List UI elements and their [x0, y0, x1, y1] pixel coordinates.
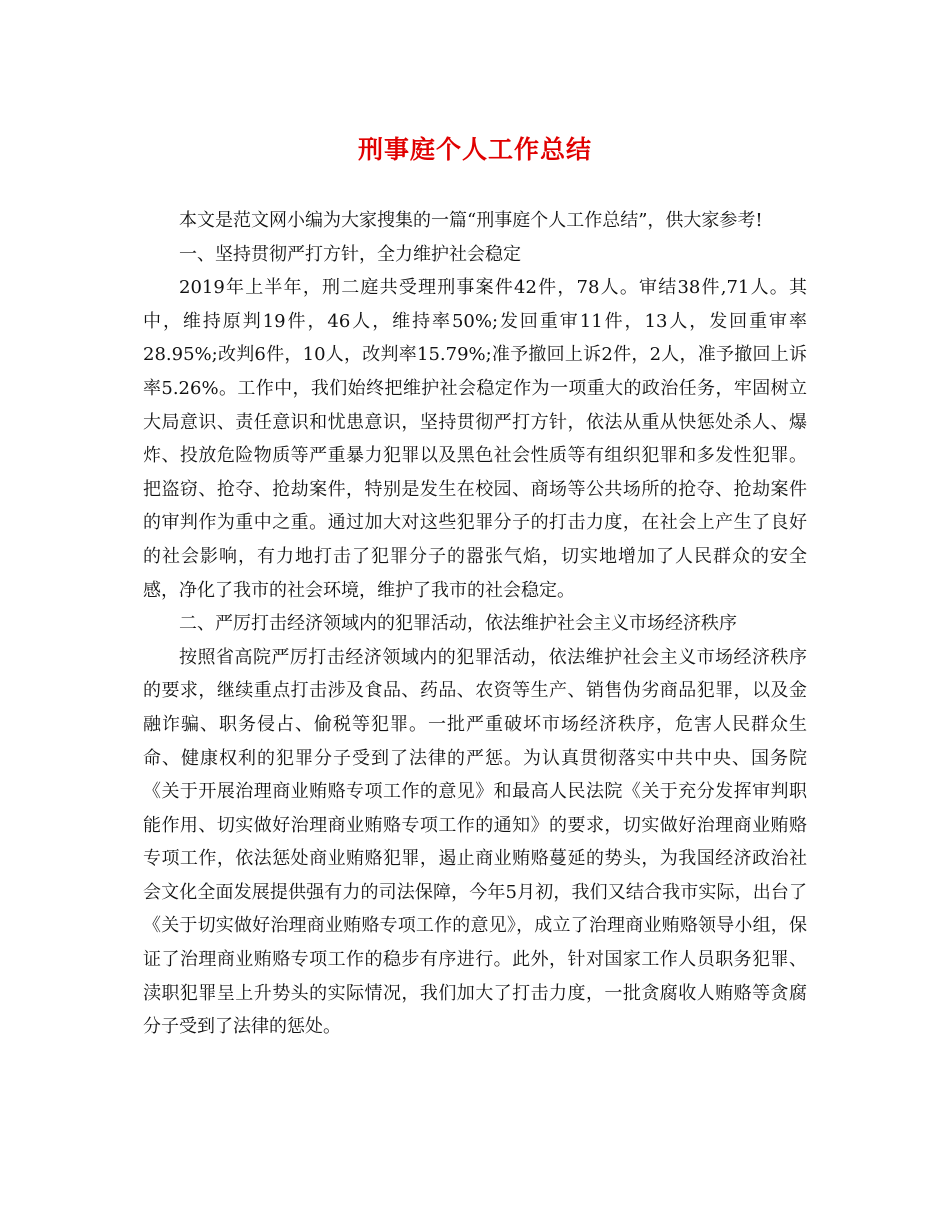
paragraph-intro: 本文是范文网小编为大家搜集的一篇“刑事庭个人工作总结”，供大家参考!: [179, 210, 763, 231]
section-heading-2: 二、严厉打击经济领域内的犯罪活动，依法维护社会主义市场经济秩序: [179, 613, 737, 635]
document-body: [143, 204, 807, 1044]
document-title: 刑事庭个人工作总结: [357, 135, 592, 164]
paragraph-section-2: 按照省高院严厉打击经济领域内的犯罪活动，依法维护社会主义市场经济秩序的要求，继续重点打击涉及食品、药品、农资等生产、销售伪劣商品犯罪，以及金融诈骗、职务侵占、偷税等犯罪。一批严重破坏市场经济秩序，危害人民群众生命、健康权利的犯罪分子受到了法律的严惩。为认真贯彻落实中共中央、国务院《关于开展治理商业贿赂专项工作的意见》和最高人民法院《关于充分发挥审判职能作用、切实做好治理商业贿赂专项工作的通知》的要求，切实做好治理商业贿赂专项工作，依法惩处商业贿赂犯罪，遏止商业贿赂蔓延的势头，为我国经济政治社会文化全面发展提供强有力的司法保障，今年5月初，我们又结合我市实际，出台了《关于切实做好治理商业贿赂专项工作的意见》，成立了治理商业贿赂领导小组，保证了治理商业贿赂专项工作的稳步有序进行。此外，针对国家工作人员职务犯罪、渎职犯罪呈上升势头的实际情况，我们加大了打击力度，一批贪腐收人贿赂等贪腐分子受到了法律的惩处。: [143, 646, 807, 1038]
section-heading-1: 一、坚持贯彻严打方针，全力维护社会稳定: [179, 243, 521, 265]
paragraph-section-1: 2019年上半年，刑二庭共受理刑事案件42件，78人。审结38件,71人。其中，维持原判19件，46人，维持率50%;发回重审11件，13人，发回重审率28.95%;改判6件，10人，改判率15.79%;准予撤回上诉2件，2人，准予撤回上诉率5.26%。工作中，我们始终把维护社会稳定作为一项重大的政治任务，牢固树立大局意识、责任意识和忧患意识，坚持贯彻严打方针，依法从重从快惩处杀人、爆炸、投放危险物质等严重暴力犯罪以及黑色社会性质等有组织犯罪和多发性犯罪。把盗窃、抢夺、抢劫案件，特别是发生在校园、商场等公共场所的抢夺、抢劫案件的审判作为重中之重。通过加大对这些犯罪分子的打击力度，在社会上产生了良好的社会影响，有力地打击了犯罪分子的嚣张气焰，切实地增加了人民群众的安全感，净化了我市的社会环境，维护了我市的社会稳定。: [143, 277, 807, 601]
